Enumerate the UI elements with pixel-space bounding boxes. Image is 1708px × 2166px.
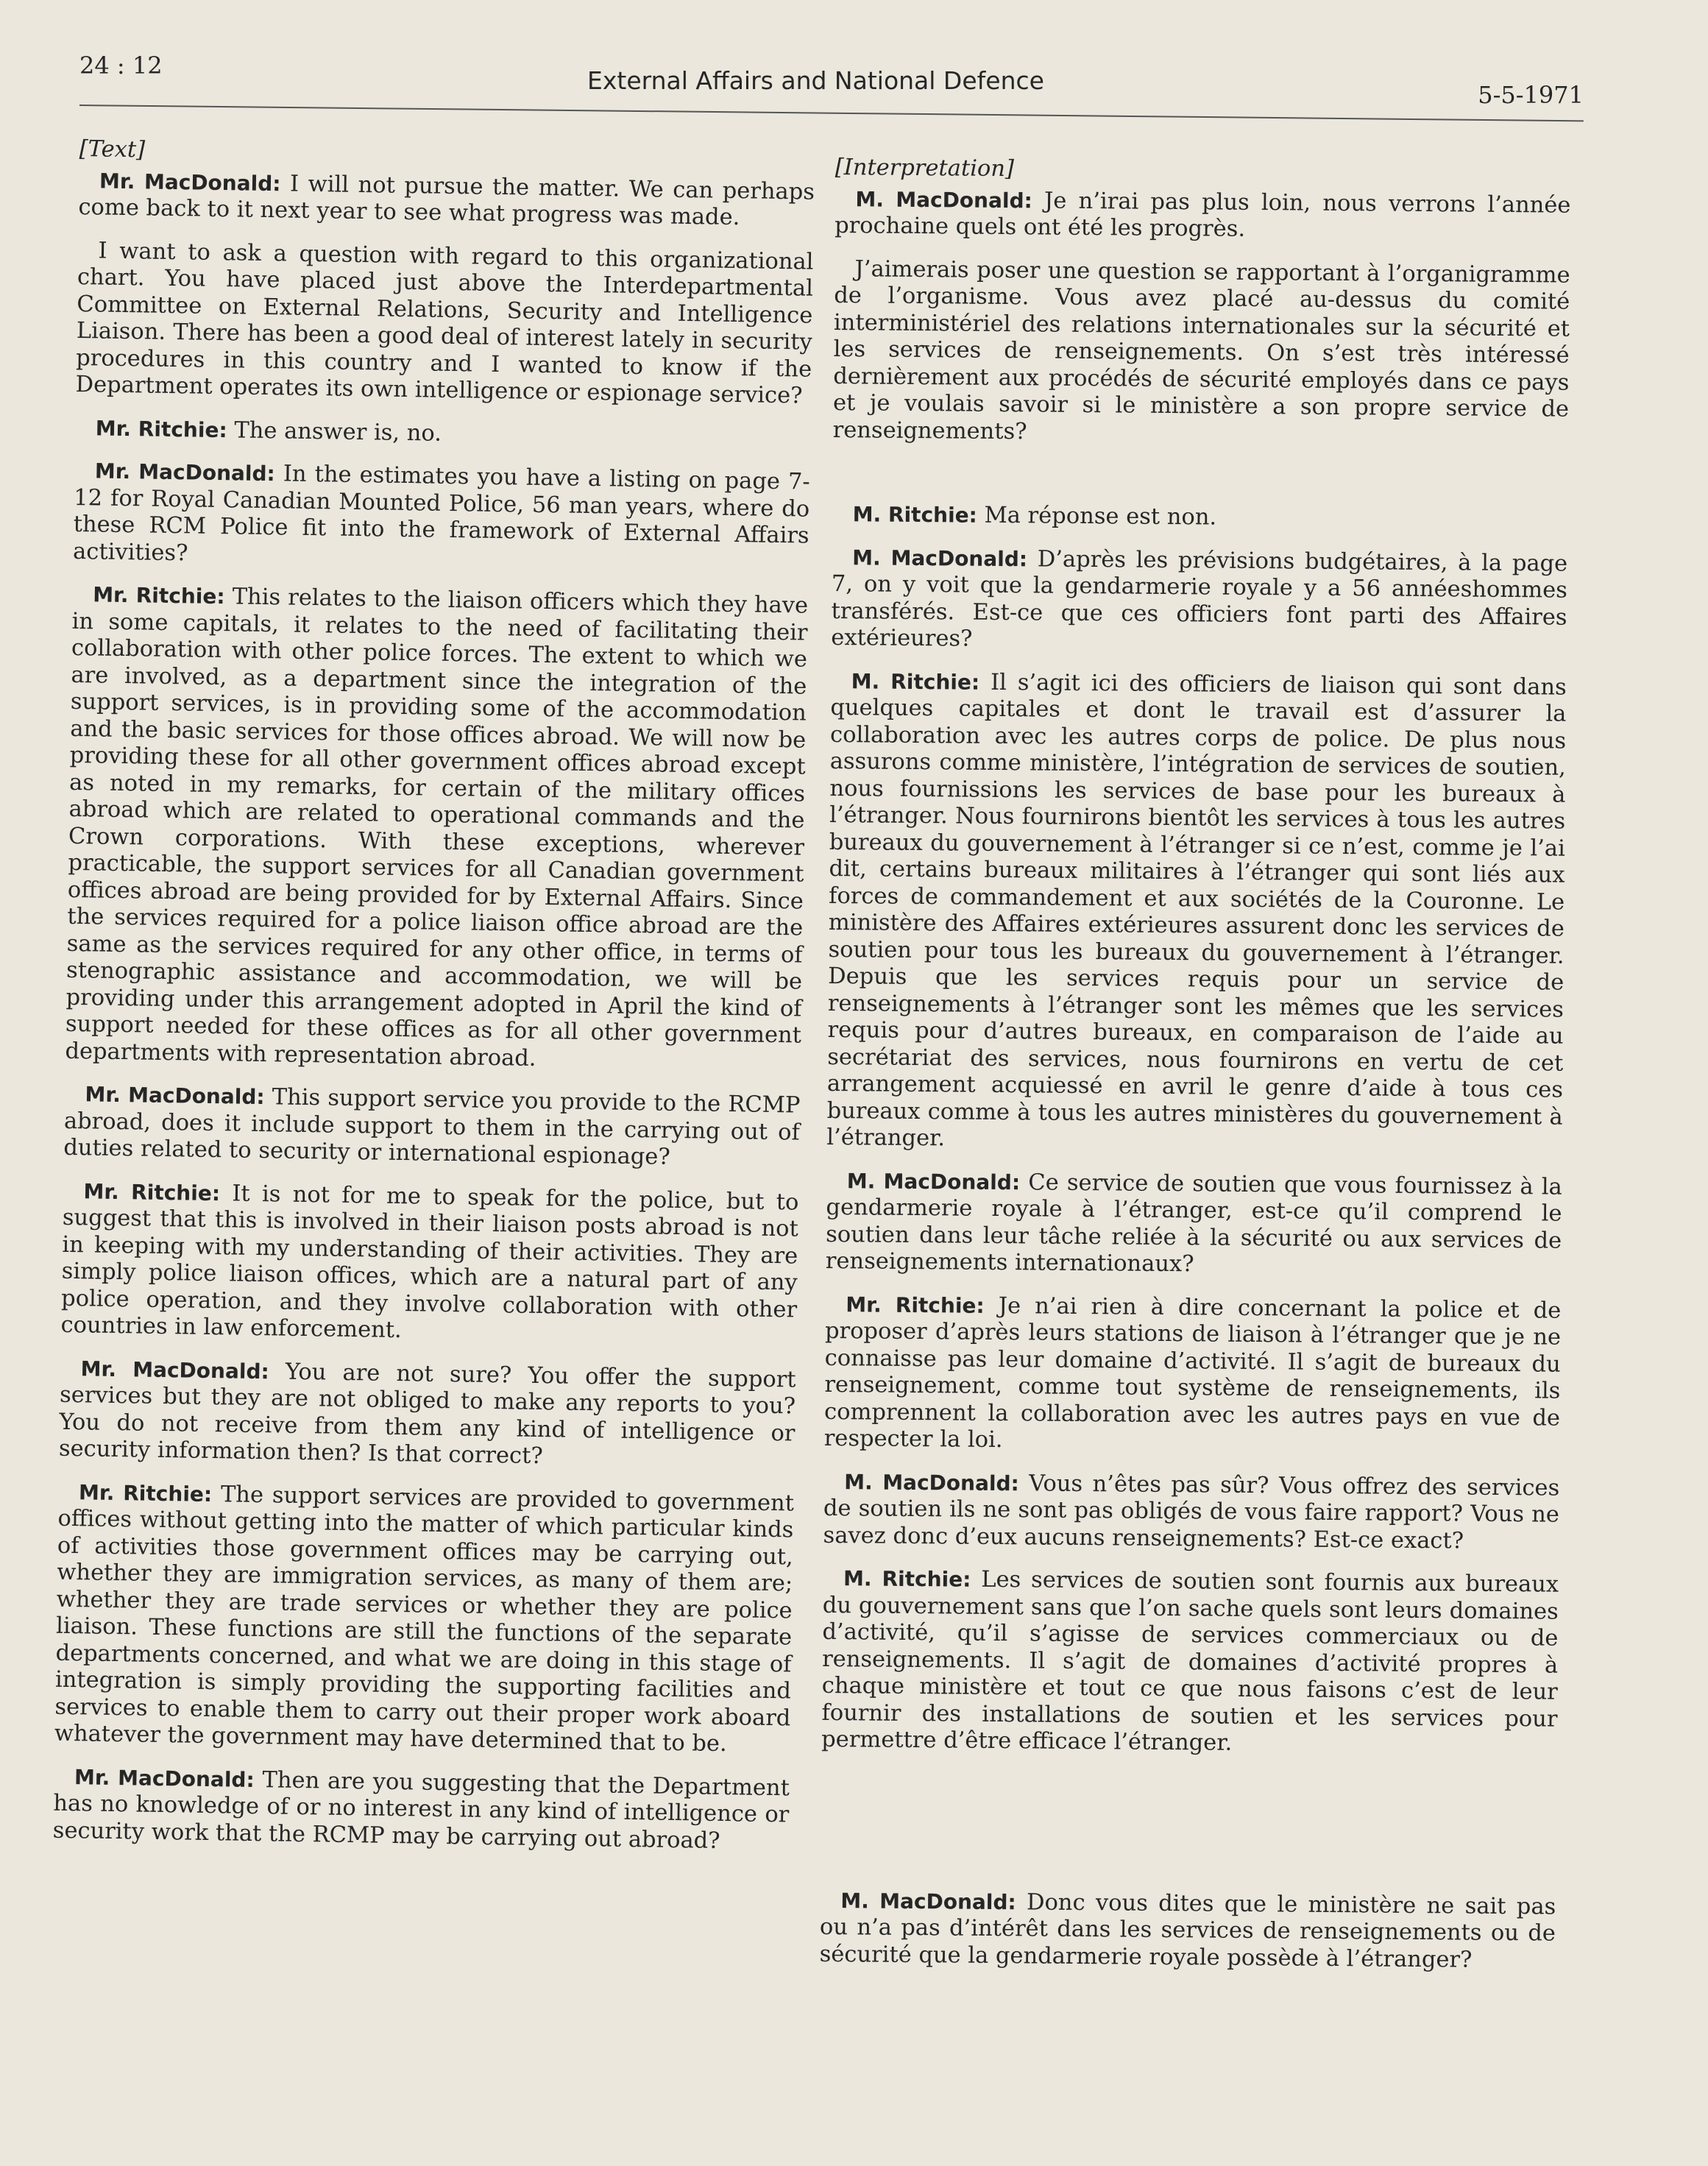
paragraph: [832, 501, 1568, 534]
paragraph: [75, 237, 813, 410]
paragraph: [74, 414, 810, 453]
speaker-name: Mr. Ritchie:: [78, 1479, 213, 1507]
page-header: [79, 52, 1584, 110]
speech-text: Ce service de soutien que vous fournissez à la gendarmerie royale à l’étranger, est-ce qu’il comprend le soutien dans leur tâche reliée à la sécurité ou aux services de renseignements internationaux?: [825, 1169, 1562, 1278]
paragraph: [823, 1468, 1559, 1555]
paragraph: [54, 1479, 795, 1759]
speech-text: Then are you suggesting that the Department has no knowledge of or no interest in any kind of intelligence or security work that the RCMP may be carrying out abroad?: [52, 1766, 790, 1854]
speech-text: Vous n’êtes pas sûr? Vous offrez des services de soutien ils ne sont pas obligés de vous faire rapport? Vous ne savez donc d’eux aucuns renseignements? Est-ce exact?: [823, 1470, 1560, 1554]
speaker-name: M. MacDonald:: [855, 186, 1032, 213]
speech-text: Il s’agit ici des officiers de liaison qui sont dans quelques capitales et dont le travail est d’assurer la collaboration avec les autres corps de police. De plus nous assurons comme ministère, l’intégration de services de soutien, nous fournissions les services de base pour les bureaux à l’étranger. Nous fournirons bientôt les services à tous les autres bureaux du gouvernement à l’étranger si ce n’est, comme je l’ai dit, certains bureaux militaires à l’étranger qui sont liés aux forces de commandement et aux sociétés de la Couronne. Le ministère des Affaires extérieures assurent donc les services de soutien pour tous les bureaux du gouvernement à l’étranger. Depuis que les services requis pour un service de renseignements à l’étranger sont les mêmes que les services requis pour d’autres bureaux, en comparaison de l’aide au secrétariat des services, nous fournirons en vertu de cet arrangement acquiessé en avril le genre d’aide à tous ces bureaux comme à tous les autres ministères du gouvernement à l’étranger.: [826, 669, 1567, 1152]
speech-text: Donc vous dites que le ministère ne sait pas ou n’a pas d’intérêt dans les services de renseignements ou de sécurité que la gendarmerie royale possède à l’étranger?: [819, 1889, 1556, 1973]
speaker-name: M. Ritchie:: [851, 668, 980, 695]
header-rule: [79, 105, 1584, 121]
speaker-name: M. MacDonald:: [852, 545, 1028, 571]
speech-text: Les services de soutien sont fournis aux bureaux du gouvernement sans que l’on sache quels sont leurs domaines d’activité, qu’il s’agisse de services commerciaux ou de renseignements. Il s’agit de domaines d’activité propres à chaque ministère et tout ce que nous faisons c’est de leur fournir des installations de soutien et les services pour permettre d’être efficace l’étranger.: [821, 1566, 1559, 1756]
paragraph: [826, 1167, 1562, 1281]
paragraph: [834, 185, 1571, 246]
speaker-name: Mr. Ritchie:: [83, 1178, 221, 1206]
speaker-name: Mr. MacDonald:: [80, 1356, 269, 1384]
paragraph: [821, 1565, 1559, 1760]
spacer: [832, 460, 1568, 508]
spacer: [820, 1769, 1556, 1894]
speaker-name: Mr. Ritchie:: [95, 415, 227, 442]
speech-text: D’après les prévisions budgétaires, à la page 7, on y voit que la gendarmerie royale y a 56 annéeshommes transférés. Est-ce que ces officiers font parti des Affaires extérieures?: [831, 545, 1568, 652]
speaker-name: M. MacDonald:: [844, 1469, 1019, 1496]
speaker-name: M. MacDonald:: [846, 1168, 1021, 1195]
speech-text: Je n’ai rien à dire concernant la police et de proposer d’après leurs stations de liaison à l’étranger que je ne connaisse pas leur domaine d’activité. Il s’agit de bureaux du renseignement, comme tout système de renseignements, ils comprennent la collaboration avec les autres pays en vue de respecter la loi.: [823, 1292, 1562, 1454]
page-date: 5-5-1971: [1478, 81, 1584, 109]
paragraph: [73, 458, 810, 577]
speech-text: You are not sure? You offer the support services but they are not obliged to make any reports to you?You do not receive from them any kind of intelligence or security information then? Is that correct?: [58, 1358, 796, 1470]
speaker-name: M. Ritchie:: [852, 502, 977, 528]
paragraph: [59, 1355, 796, 1474]
english-column: [52, 136, 815, 1872]
paragraph: [63, 1081, 801, 1173]
speaker-name: Mr. Ritchie:: [846, 1292, 985, 1318]
paragraph: [819, 1887, 1556, 1974]
paragraph: [78, 167, 815, 233]
speech-text: I will not pursue the matter. We can perhaps come back to it next year to see what progress was made.: [78, 170, 815, 231]
speech-text: J’aimerais poser une question se rapportant à l’organigramme de l’organisme. Vous avez placé au-dessus du comité interministériel des relations internationales sur la sécurité et les services de renseignements. On s’est très intéressé dernièrement aux procédés de sécurité employés dans ce pays et je voulais savoir si le ministère a son propre service de renseignements?: [832, 255, 1570, 445]
speech-text: It is not for me to speak for the police, but to suggest that this is involved in their liaison posts abroad is not in keeping with my understanding of their activities. They are simply police liaison offices, which are a natural part of any police operation, and they involve collaboration with other countries in law enforcement.: [60, 1180, 799, 1344]
speaker-name: M. MacDonald:: [840, 1888, 1016, 1914]
paragraph: [833, 255, 1570, 450]
paragraph: [826, 668, 1567, 1158]
running-title: External Affairs and National Defence: [587, 66, 1044, 95]
french-column: [819, 155, 1571, 1991]
speaker-name: Mr. MacDonald:: [85, 1082, 265, 1110]
paragraph: [824, 1291, 1562, 1459]
speaker-name: Mr. MacDonald:: [99, 168, 281, 196]
speaker-name: M. Ritchie:: [843, 1566, 971, 1592]
speech-text: Ma réponse est non.: [977, 502, 1217, 531]
text-tag: [Text]: [79, 136, 146, 163]
speech-text: The answer is, no.: [227, 417, 442, 447]
speaker-name: Mr. Ritchie:: [92, 582, 225, 609]
speech-text: In the estimates you have a listing on page 7-12 for Royal Canadian Mounted Police, 56 man years, where do these RCM Police fit into the framework of External Affairs activities?: [72, 461, 810, 566]
paragraph: [831, 544, 1567, 658]
paragraph: [53, 1763, 790, 1855]
speech-text: I want to ask a question with regard to this organizational chart. You have placed just above the Interdepartmental Committee on External Relations, Security and Intelligence Liaison. There has been a good deal of interest lately in security procedures in this country and I wanted to know if the Department operates its own intelligence or espionage service?: [75, 237, 814, 409]
speech-text: The support services are provided to government offices without getting into the matter of which particular kinds of activities those government offices may be carrying out, whether they are immigration services, as many of them are; whether they are trade services or whether they are police liaison. These functions are still the functions of the separate departments concerned, and what we are doing in this stage of integration is simply providing the supporting facilities and services to enable them to carry out their proper work aboard whatever the government may have determined that to be.: [54, 1481, 795, 1758]
speech-text: This support service you provide to the RCMP abroad, does it include support to them in the carrying out of duties related to security or international espionage?: [63, 1084, 801, 1170]
speech-text: This relates to the liaison officers which they have in some capitals, it relates to the need of facilitating their collaboration with other police forces. The extent to which we are involved, as a department since the integration of the support services, is in providing some of the accommodation and the basic services for those offices abroad. We will now be providing these for all other government offices abroad except as noted in my remarks, for certain of the military offices abroad which are related to operational commands and the Crown corporations. With these exceptions, wherever practicable, the support services for all Canadian government offices abroad are being provided for by External Affairs. Since the services required for a police liaison office abroad are the same as the services required for any other office, in terms of stenographic assistance and accommodation, we will be providing under this arrangement adopted in April the kind of support needed for these offices as for all other government departments with representation abroad.: [65, 584, 809, 1072]
paragraph: [65, 581, 808, 1077]
page-number: 24 : 12: [79, 52, 163, 79]
speaker-name: Mr. MacDonald:: [74, 1764, 255, 1792]
paragraph: [60, 1178, 798, 1351]
speaker-name: Mr. MacDonald:: [94, 459, 276, 486]
interpretation-tag: [Interpretation]: [834, 155, 1014, 183]
speech-text: Je n’irai pas plus loin, nous verrons l’année prochaine quels ont été les progrès.: [834, 187, 1571, 242]
